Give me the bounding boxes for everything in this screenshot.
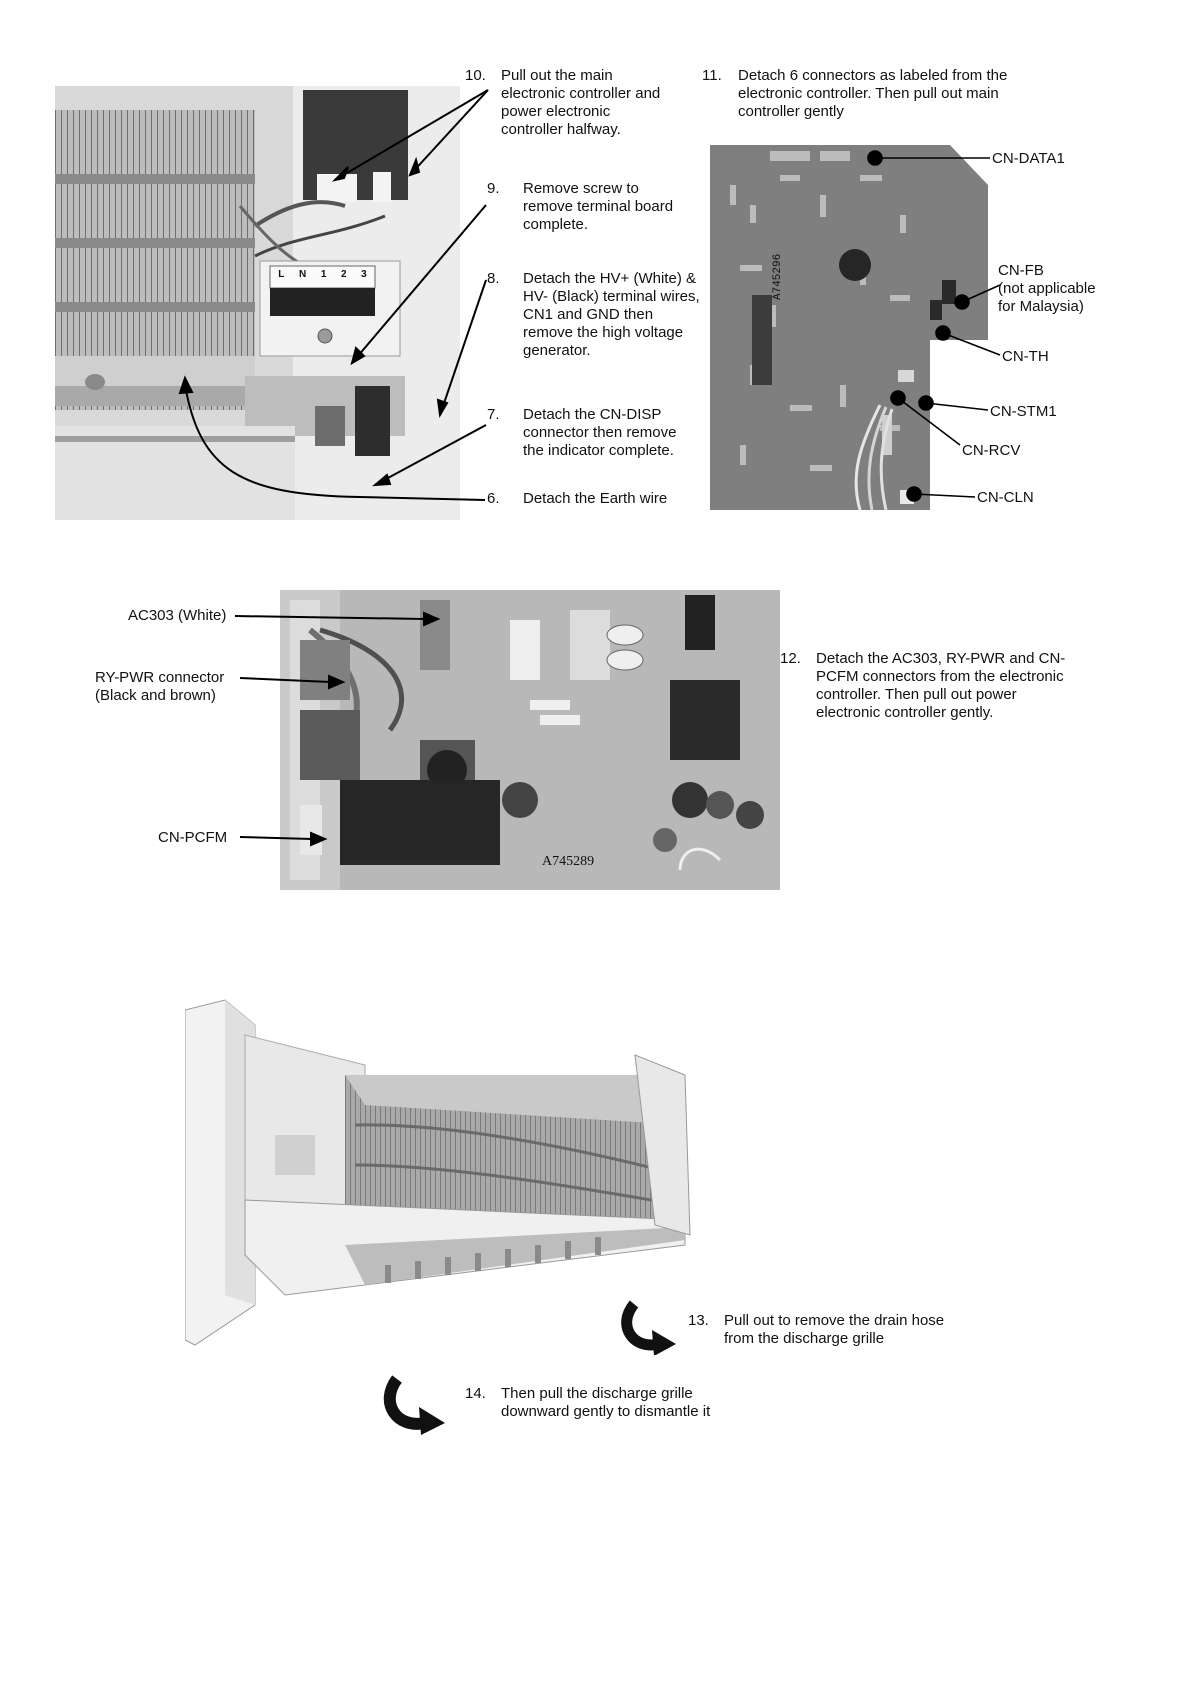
connector-label-cn-cln: CN-CLN bbox=[977, 489, 1034, 506]
main-board-code: A745296 bbox=[772, 253, 784, 300]
label-ry-pwr: RY-PWR connector (Black and brown) bbox=[95, 669, 225, 704]
step-number: 11. bbox=[702, 67, 722, 84]
step-text: Pull out the main electronic controller and power electronic controller halfway. bbox=[501, 67, 661, 138]
connector-label-cn-rcv: CN-RCV bbox=[962, 442, 1021, 459]
connector-label-cn-th: CN-TH bbox=[1002, 348, 1049, 365]
step-text: Pull out to remove the drain hose from the discharge grille bbox=[724, 1312, 945, 1347]
step-number: 8. bbox=[487, 270, 500, 287]
terminal-mark: 3 bbox=[361, 269, 367, 280]
terminal-mark: N bbox=[299, 269, 307, 280]
curved-arrow-icon bbox=[620, 1300, 680, 1355]
step-text: Detach the CN-DISP connector then remove the indicator complete. bbox=[523, 406, 677, 459]
step-text: Detach the Earth wire bbox=[523, 490, 668, 507]
connector-note-cn-fb: (not applicable for Malaysia) bbox=[998, 280, 1096, 315]
step-number: 7. bbox=[487, 406, 500, 423]
step-text: Then pull the discharge grille downward gently to dismantle it bbox=[501, 1385, 711, 1420]
step-text: Detach 6 connectors as labeled from the electronic controller. Then pull out main controller gently bbox=[738, 67, 1008, 120]
discharge-grille-photo bbox=[185, 995, 705, 1350]
terminal-mark: L bbox=[278, 269, 285, 280]
terminal-mark: 1 bbox=[320, 269, 327, 280]
step-number: 13. bbox=[688, 1312, 709, 1329]
connector-label-cn-fb: CN-FB bbox=[998, 262, 1044, 279]
step-number: 6. bbox=[487, 490, 500, 507]
label-ac303: AC303 (White) bbox=[128, 607, 227, 624]
step-number: 12. bbox=[780, 650, 801, 667]
discharge-grille-illustration bbox=[185, 995, 705, 1350]
step-text: Detach the HV+ (White) & HV- (Black) terminal wires, CN1 and GND then remove the high voltage generator. bbox=[523, 270, 700, 359]
terminal-mark: 2 bbox=[340, 269, 347, 280]
curved-arrow-icon bbox=[383, 1375, 449, 1435]
label-cn-pcfm: CN-PCFM bbox=[158, 829, 228, 846]
step-text: Remove screw to remove terminal board complete. bbox=[523, 180, 674, 233]
step-text: Detach the AC303, RY-PWR and CN-PCFM connectors from the electronic controller. Then pull out power electronic controller gently. bbox=[816, 650, 1066, 721]
power-board-code: A745289 bbox=[542, 854, 595, 869]
step-number: 9. bbox=[487, 180, 500, 197]
step-number: 14. bbox=[465, 1385, 486, 1402]
step-number: 10. bbox=[465, 67, 486, 84]
connector-label-cn-data1: CN-DATA1 bbox=[992, 150, 1065, 167]
connector-label-cn-stm1: CN-STM1 bbox=[990, 403, 1057, 420]
